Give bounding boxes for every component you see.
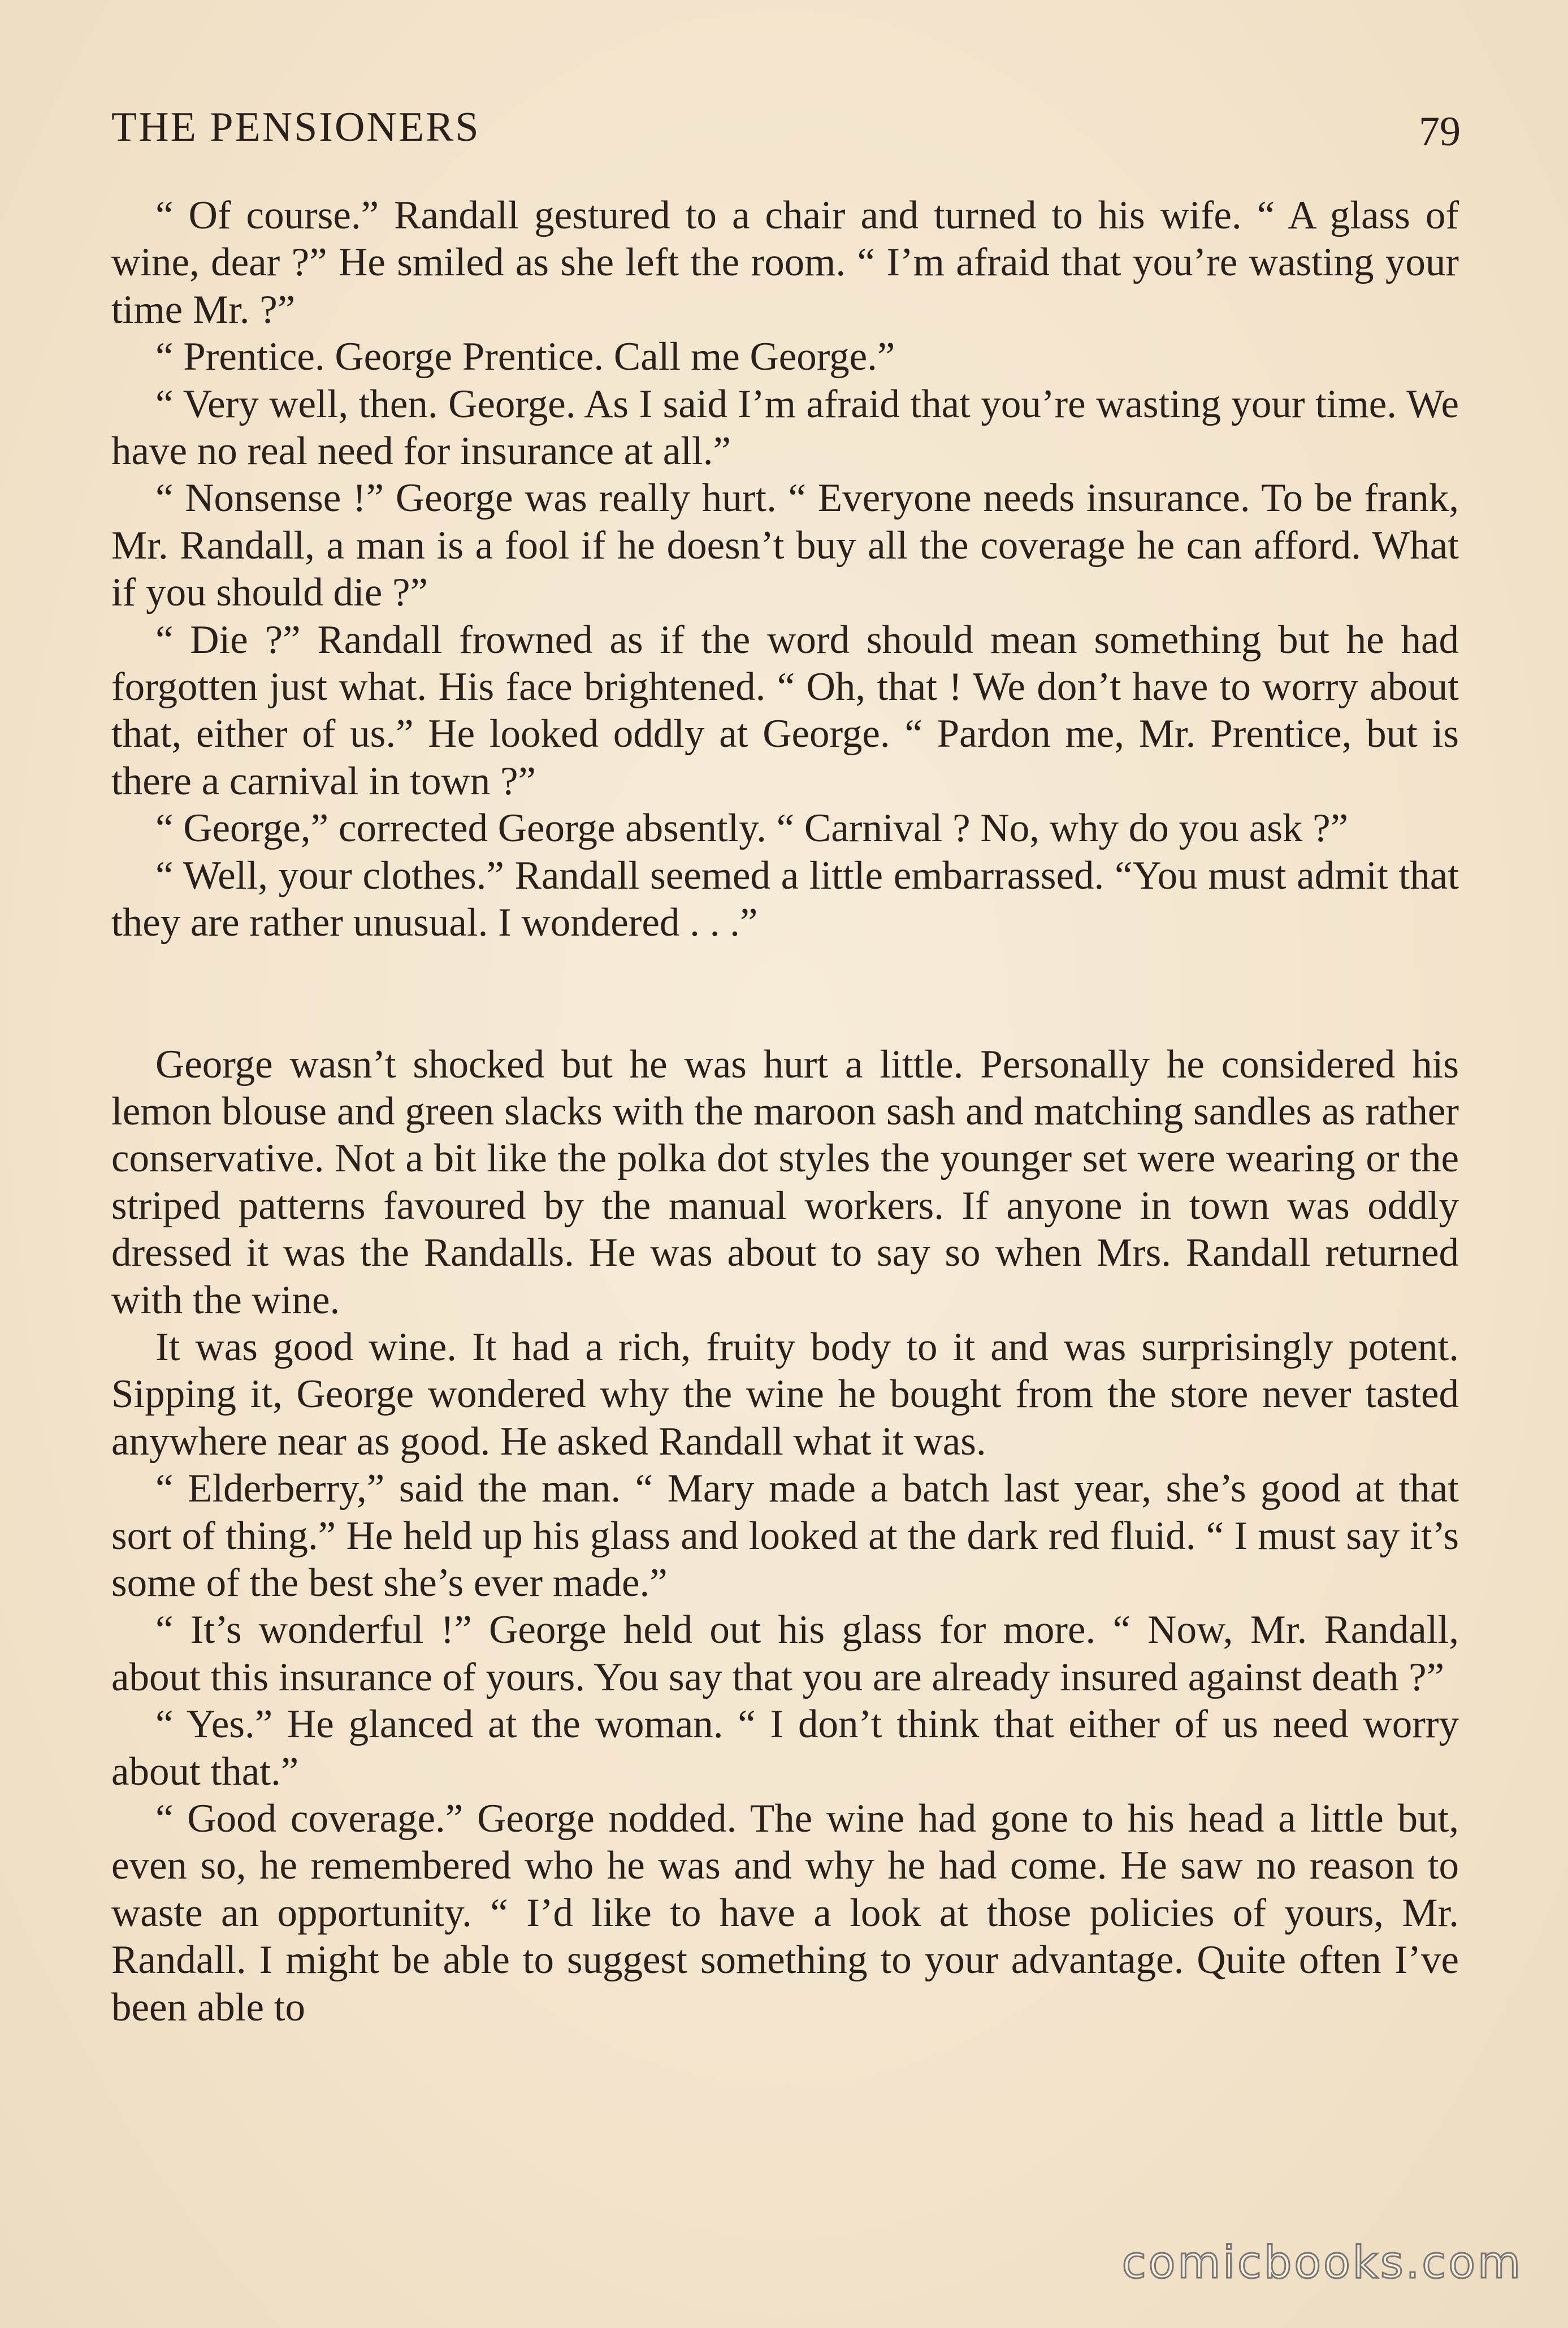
paragraph: It was good wine. It had a rich, fruity body to it and was surprisingly potent. Sipping it, George wondered why the wine he bought from the store never tasted anywhere near as good. He asked Randall what it was. <box>111 1325 1459 1464</box>
section-break <box>111 947 1459 1041</box>
page-number: 79 <box>1419 109 1461 155</box>
paragraph: “ Nonsense !” George was really hurt. “ Everyone needs insurance. To be frank, Mr. Randall, a man is a fool if he doesn’t buy all the coverage he can afford. What if you should die ?” <box>111 476 1459 615</box>
body-text <box>111 192 1459 2031</box>
paragraph: “ Yes.” He glanced at the woman. “ I don’t think that either of us need worry about that.” <box>111 1702 1459 1794</box>
paragraph: “ Of course.” Randall gestured to a chair and turned to his wife. “ A glass of wine, dear ?” He smiled as she left the room. “ I’m afraid that you’re wasting your time Mr. ?” <box>111 193 1459 332</box>
paragraph: “ Good coverage.” George nodded. The wine had gone to his head a little but, even so, he remembered who he was and why he had come. He saw no reason to waste an opportunity. “ I’d like to have a look at those policies of yours, Mr. Randall. I might be able to suggest something to your advantage. Quite often I’ve been able to <box>111 1797 1459 2030</box>
site-watermark: comicbooks.com <box>1121 2238 1523 2288</box>
paragraph: “ Prentice. George Prentice. Call me George.” <box>155 335 895 379</box>
paragraph: “ Die ?” Randall frowned as if the word should mean something but he had forgotten just what. His face brightened. “ Oh, that ! We don’t have to worry about that, either of us.” He looked oddly at George. “ Pardon me, Mr. Prentice, but is there a carnival in town ?” <box>111 617 1459 803</box>
paragraph: “ Well, your clothes.” Randall seemed a little embarrassed. “You must admit that they are rather unusual. I wondered . . .” <box>111 853 1459 945</box>
paragraph: “ George,” corrected George absently. “ Carnival ? No, why do you ask ?” <box>155 806 1349 851</box>
page-header <box>111 96 1461 158</box>
paragraph: “ Elderberry,” said the man. “ Mary made a batch last year, she’s good at that sort of thing.” He held up his glass and looked at the dark red fluid. “ I must say it’s some of the best she’s ever made.” <box>111 1466 1459 1605</box>
paragraph: “ It’s wonderful !” George held out his glass for more. “ Now, Mr. Randall, about this insurance of yours. You say that you are already insured against death ?” <box>111 1608 1459 1699</box>
paragraph: “ Very well, then. George. As I said I’m afraid that you’re wasting your time. We have no real need for insurance at all.” <box>111 382 1459 474</box>
running-head: THE PENSIONERS <box>111 104 480 150</box>
paragraph: George wasn’t shocked but he was hurt a little. Personally he considered his lemon blouse and green slacks with the maroon sash and matching sandles as rather conservative. Not a bit like the polka dot styles the younger set were wearing or the striped patterns favoured by the manual workers. If anyone in town was oddly dressed it was the Randalls. He was about to say so when Mrs. Randall returned with the wine. <box>111 1042 1459 1322</box>
